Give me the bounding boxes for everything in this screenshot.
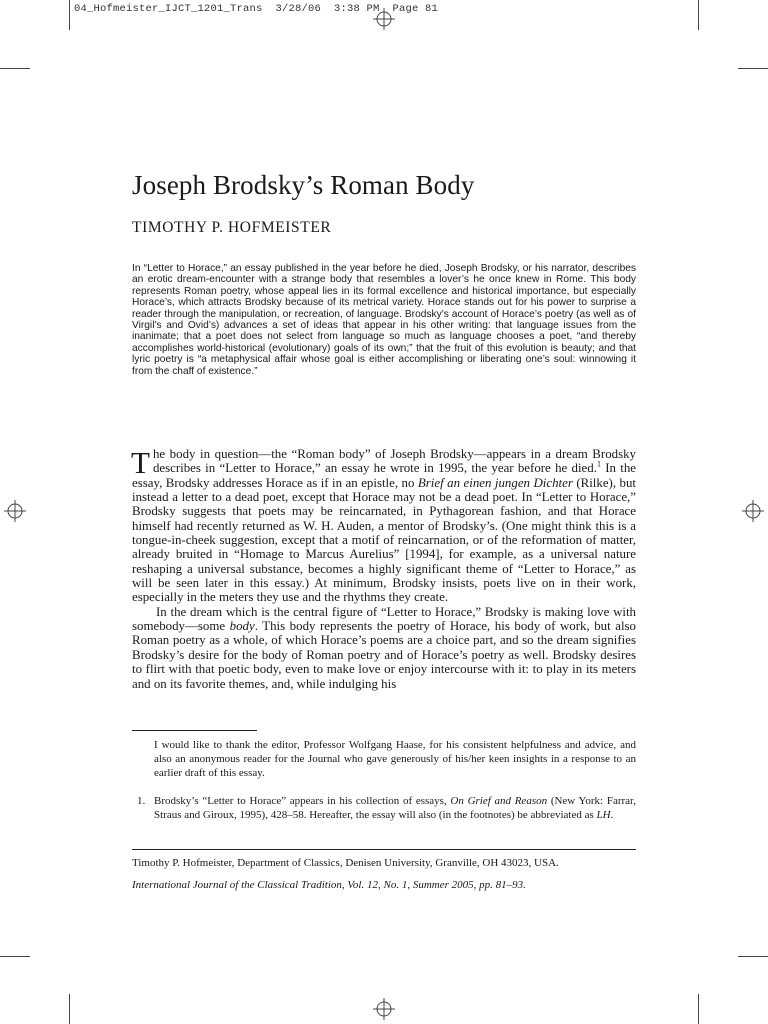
crop-mark — [698, 0, 699, 30]
footnote-text: Brodsky’s “Letter to Horace” appears in his collection of essays, — [154, 795, 451, 807]
body-text: (Rilke), but instead a letter to a dead poet, except that Horace may not be a dead poet. In “Letter to Horace,” Brodsky suggests that poets may be reincarnated, in Pythagorean fashion, and that Horace himself had recently returned as W. H. Auden, a mentor of Brodsky’s. (One might think this is a tongue-in-cheek suggestion, except that a motif of reincarnation, or of the reformation of matter, already bruited in “Homage to Marcus Aurelius” [1994], for example, as a universal nature reshaping a universal substance, becomes a highly significant theme of “Letter to Horace,” as will be seen later in this essay.) At minimum, Brodsky insists, poets live on in their work, especially in the meters they use and the rhythms they create. — [132, 475, 636, 605]
footnote-number: 1. — [137, 795, 146, 807]
abstract: In “Letter to Horace,” an essay published in the year before he died, Joseph Brodsky, or his narrator, describes an erotic dream-encounter with a strange body that resembles a lover’s he once knew in Rome. This body represents Roman poetry, whose appeal lies in its formal excellence and historical importance, but especially Horace’s, which attracts Brodsky because of its metrical variety. Horace stands out for his power to surprise a reader through the manipulation, or recreation, of language. Brodsky’s account of Horace’s poetry (as well as of Virgil’s and Ovid’s) advances a set of ideas that appear in his other writing: that language issues from the inanimate; that a poet does not select from language so much as language chooses a poet, “and thereby accomplishes world-historical (evolutionary) goals of its own;” that the fruit of this evolution is beauty; and that lyric poetry is “a metaphysical affair whose goal is either accomplishing or liberating one’s soul: winnowing it from the chaff of existence.” — [132, 263, 636, 377]
crop-mark — [0, 956, 30, 957]
footnote-ref[interactable]: 1 — [596, 460, 601, 470]
printer-slug: 04_Hofmeister_IJCT_1201_Trans 3/28/06 3:38 PM Page 81 — [74, 3, 439, 15]
article-author: TIMOTHY P. HOFMEISTER — [132, 219, 332, 236]
crop-mark — [698, 994, 699, 1024]
registration-mark-icon — [373, 998, 395, 1020]
article-title: Joseph Brodsky’s Roman Body — [132, 170, 475, 200]
crop-mark — [738, 956, 768, 957]
journal-citation: International Journal of the Classical Tradition, Vol. 12, No. 1, Summer 2005, pp. 81–93. — [132, 879, 526, 891]
italic-word: body — [229, 619, 255, 634]
body-text: In the essay, Brodsky addresses Horace as if in an epistle, no — [132, 461, 636, 490]
crop-mark — [738, 68, 768, 69]
registration-mark-icon — [4, 500, 26, 522]
italic-title: On Grief and Reason — [450, 795, 548, 807]
body-paragraph — [132, 447, 636, 605]
body-paragraph — [132, 605, 636, 691]
body-text: . This body represents the poetry of Horace, his body of work, but also Roman poetry as a whole, of which Horace’s poems are a choice part, and so the dream signifies Brodsky’s desire for the body of Roman poetry and of Horace’s poetry as well. Brodsky desires to flirt with that poetic body, even to make love or enjoy intercourse with it: to play in its meters and on its favorite themes, and, while indulging his — [132, 619, 636, 691]
footnote-text: . — [610, 808, 614, 821]
author-affiliation: Timothy P. Hofmeister, Department of Classics, Denisen University, Granville, OH 43023, USA. — [132, 857, 559, 869]
article-body — [132, 447, 636, 691]
italic-abbr: LH — [596, 808, 611, 821]
footnote-rule — [132, 730, 257, 731]
body-text: In the dream which is the central figure of “Letter to Horace,” Brodsky is making love with somebody—some — [132, 604, 636, 634]
footnote-1 — [154, 795, 636, 823]
registration-mark-icon — [373, 8, 395, 30]
acknowledgment-note: I would like to thank the editor, Professor Wolfgang Haase, for his consistent helpfulness and advice, and also an anonymous reader for the Journal who gave generously of his/her keen insights in a response to an earlier draft of this essay. — [154, 739, 636, 779]
italic-title: Brief an einen jungen Dichter — [417, 475, 573, 490]
crop-mark — [69, 994, 70, 1024]
footnote-text: (New York: Farrar, Straus and Giroux, 1995), 428–58. Hereafter, the essay will also (in the footnotes) be abbreviated as — [154, 795, 637, 821]
registration-mark-icon — [742, 500, 764, 522]
crop-mark — [69, 0, 70, 30]
drop-cap: T — [131, 445, 150, 480]
crop-mark — [0, 68, 30, 69]
body-text: he body in question—the “Roman body” of Joseph Brodsky—appears in a dream Brodsky describes in “Letter to Horace,” an essay he wrote in 1995, the year before he died. — [152, 447, 636, 476]
affiliation-rule — [132, 849, 636, 850]
